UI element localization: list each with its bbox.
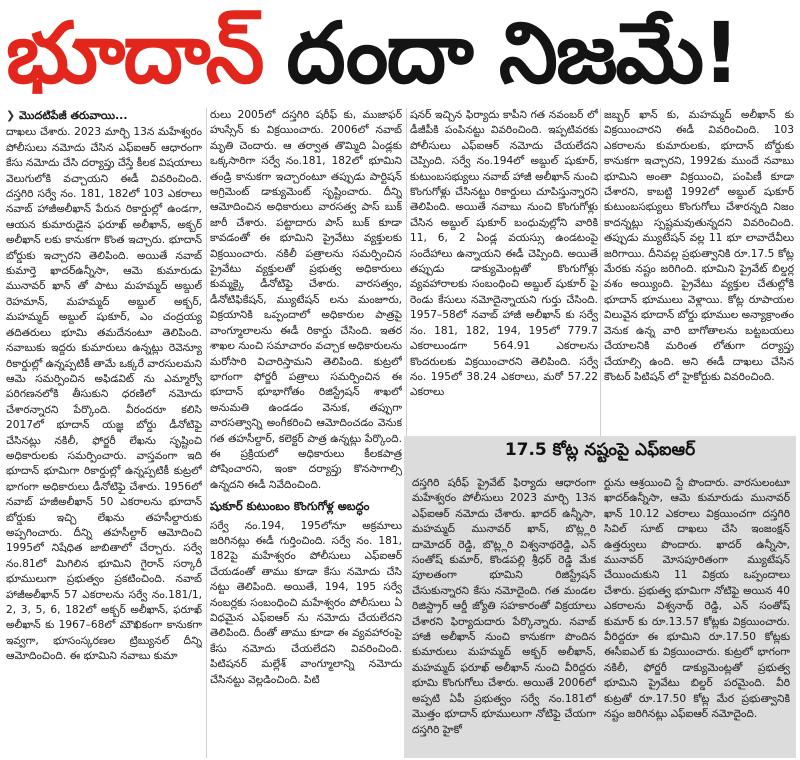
headline-black: దందా నిజమే! bbox=[286, 4, 739, 102]
article-column-2 bbox=[210, 108, 402, 758]
box-column-1 bbox=[412, 476, 596, 758]
column-divider bbox=[206, 108, 207, 758]
column-4-text: జబ్బర్ ఖాన్ కు, మహమ్మద్ అలీఖాన్ కు విక్రయించారని ఈడీ వివరించింది. 103 ఎకరాలను కుమారులకు, భూదాన్ బోర్డుకు కానుకగా ఇచ్చారని, 1992కు ముందే నవాబు భూమిని అంతా విక్రయించి, పంపిణీ కూడా చేశారని, కాబట్టి 1992లో అబ్దుల్ షుకూర్ కుటుంబసభ్యులు కొంగుగోలు చేశారన్నది నిజం కాదన్నట్లు స్పష్టమవుతున్నదని వివరించింది. తప్పుడు మ్యుటేషన్ వల్ల 11 భూ లావాదేవీలు జరిగాయి. దీనివల్ల ప్రభుత్వానికి రూ.17.5 కోట్ల మేరకు నష్టం జరిగింది. భూమిని ప్రైవేట్ బిల్డర్ల వశం అయ్యింది. ప్రైవేటు వ్యక్తుల చేతుల్లోకి భూదాన్ భూములు వెళ్లాయి. కోట్ల రూపాయల విలువైన భూదాన్ బోర్డు భూముల అన్యాక్రాంతం వెనుక ఉన్న వారి బాగోతాలను బట్టబయలు చేయాలనికి మరింత లోతుగా దర్యాప్తు చేయాల్సి ఉంది. అని ఈడీ దాఖలు చేసిన కౌంటర్ పిటిషన్ లో హైకోర్టుకు వివరించింది. bbox=[604, 109, 794, 383]
box-column-2 bbox=[604, 476, 790, 758]
column-2-text-b: సర్వే నం.194, 195లోనూ అక్రమాలు జరిగినట్లు ఈడీ గుర్తించింది. సర్వే నం. 181, 182పై మహేశ్వరం పోలీసులు ఎఫ్ఐఆర్ చేయడంతో తాము కూడా కేసు నమోదు చేసి నట్టు తెలిపింది. అయితే, 194, 195 సర్వే నంబర్లకు సంబంధించి మహేశ్వరం పోలీసులు ఏ విధమైన ఎఫ్ఐఆర్ ను నమోదు చేయలేదని తెలిపింది. దీంతో తాము కూడా ఈ వ్యవహారంపై కేసు నమోదు చేయలేదని వివరించింది. పిటిషనర్ మల్లేశ్ వాంగ్మూలాన్ని నమోదు చేసినట్టు వెల్లడించింది. పిటి bbox=[210, 519, 402, 686]
subheading: షుకూర్ కుటుంబం కొంగుగోళ్ల అబద్ధం bbox=[210, 499, 370, 514]
sidebar-box bbox=[404, 436, 796, 758]
headline-red: భూదాన్ bbox=[6, 4, 263, 102]
kicker-text: మొదటిపేజీ తరువాయి... bbox=[19, 109, 128, 122]
box-column-1-text: దస్తగిరి షరీఫ్ ప్రైవేట్ ఫిర్యాదు ఆధారంగా మహేశ్వరం పోలీసులు 2023 మార్చి 13న ఎఫ్ఐఆర్ నమోదు చేశారు. ఖాదర్ ఉన్నీసా, మహమ్మద్ మునావర్ ఖాన్, బొట్ల్లరి దామోదర్ రెడ్డి, బొట్ల్లరి విశ్వనాథరెడ్డి, ఎన్ సంతోష్ కుమార్, కొండపల్లి శ్రీధర్ రెడ్డి మేక పూలతంగా భూమిని రిజిస్ట్రేషన్ చేసుకున్నారని కేసు నమోదైంది. గత మండల రిజిస్ట్రార్ ఆర్డీ జ్యోతి సహకారంతో విక్రయాలు చేశారని ఫిర్యాదుదారు పేర్కొన్నారు. నవాబ్ హాజీ అలీఖాన్ నుంచి కానుకగా పొందిన కుమారులు మహమ్మద్ అక్బర్ అలీఖాన్, మహమ్మద్ ఫరూఖ్ అలీఖాన్ నుంచి వీరిద్దరు భూమి కొంగుగోలు చేశారు. అయితే 2006లో అప్పటి ఏపీ ప్రభుత్వం సర్వే నం.181లో మొత్తం భూదాన్ భూములుగా నోటిఫై చేయగా దస్తగిరి హైకో bbox=[412, 477, 596, 736]
continuation-kicker bbox=[6, 108, 202, 123]
chevron-right-icon: ❯ bbox=[6, 109, 20, 122]
box-column-2-text: ర్టును ఆశ్రయించి స్టే పొందారు. వారసులంటూ ఖాదర్ఉన్నీసా, ఆమె కుమారుడు మునావర్ ఖాన్ 10.12 ఎకరాలు విక్రయించగా దస్తగిరి సివిల్ సూట్ దాఖలు చేసి ఇంజంక్షన్ ఉత్తర్వులు పొందారు. ఖాదర్ ఉన్నీసా, మునావర్ మోసపూరితంగా మ్యుటేషన్ చేయించుకుని 11 విక్రయ ఒప్పందాలు చేశారు. ప్రభుత్వ భూమిగా నోటిఫై అయిన 40 ఎకరాలను విశ్వనాథ్ రెడ్డి, ఎన్ సంతోష్ కుమార్ కు రూ.13.57 కోట్లకు విక్రయించారు. వీరిద్దరూ ఈ భూమిని రూ.17.50 కోట్లకు ఈసీఐఎల్ కు విక్రయించారు. కుట్రలో భాగంగా నకిలీ, ఫోర్జరీ డాక్యుమెంట్లతో ప్రభుత్వ భూమిని ప్రైవేటు బిల్డర్ పరమైంది. వీరి కుట్రతో రూ.17.50 కోట్ల మేర ప్రభుత్వానికి నష్టం జరిగినట్లు ఎఫ్ఐఆర్ నమోదైంది. bbox=[604, 477, 790, 721]
box-title: 17.5 కోట్ల నష్టంపై ఎఫ్ఐఆర్ bbox=[504, 440, 696, 460]
column-1-text: దాఖలు చేశారు. 2023 మార్చి 13న మహేశ్వరం పోలీసులు నమోదు చేసిన ఎఫ్ఐఆర్ ఆధారంగా కేసు నమోదు చేసి దర్యాప్తు చేస్తే కీలక విషయాలు వెలుగులోకి వచ్చాయని ఈడీ వివరించింది. దస్తగిరి సర్వే నం. 181, 182లో 103 ఎకరాలు నవాబ్ హాజీఅలీఖాన్ పేరున రికార్డుల్లో ఉండగా, ఆయన కుమారుడైన ఫరూఖ్ అలీఖాన్, అక్బర్ అలీఖాన్ లకు కానుకగా కొంత ఇచ్చారు. భూదాన్ బోర్డుకు ఇచ్చారని తెలిపింది. అయితే నవాబ్ కుమార్తె ఖాదర్ఉన్నీసా, ఆమె కుమారుడు మునావర్ ఖాన్ తో పాటు మహమ్మద్ అబ్దుల్ రెహమాన్, మహమ్మద్ అబ్దుల్ అక్బర్, మహమ్మద్ అబ్దుల్ షుకూర్, ఎం చంద్రయ్య తదితరులు భూమి తమదేనంటూ తెలిపింది. నవాబుకు ఇద్దరు కుమారులు ఉన్నట్లు రెవెన్యూ రికార్డుల్లో ఉన్నప్పటికీ తామే ఒక్కరే వారసులమని ఆమె సమర్పించిన అఫిడవిట్ ను ఎమ్మార్వో పరిగణనలోకి తీసుకుని ధరణిలో నమోదు చేశారన్నారని పేర్కొంది. వీరందరూ కలిసి 2017లో భూదాన్ యజ్ఞ బోర్డు డీనోటిఫై చేసినట్లు నకిలీ, ఫోర్జరీ లేఖను సృష్టించి అధికారులకు సమర్పించారు. వాస్తవంగా ఇది భూదాన్ భూమిగా రికార్డుల్లో ఉన్నప్పటికీ కుట్రలో భాగంగా అధికారులు డీనోటిఫై చేశారు. 1956లో నవాబ్ హజీఅలీఖాన్ 50 ఎకరాలను భూదాన్ బోర్డుకు ఇచ్చి లేఖను తహసీల్దారుకు అప్పగించారు. దీన్ని తహసీల్దార్ ఆమోదించి 1995లో నిషేధిత జాబితాలో చేర్చారు. సర్వే నం.81లో మిగిలిన భూమిని గైరాన్ సర్కారీ భూములుగా ప్రభుత్వం ప్రకటించింది. నవాబ్ హాజీఅలీఖాన్ 57 ఎకరాలను సర్వే నం.181/1, 2, 3, 5, 6, 182లో అక్బర్ అలీఖాన్, ఫరూఖ్ అలీఖాన్ కు 1967–68లో మౌఖికంగా కానుకగా ఇవ్వగా, భూసంస్కరణల ట్రిబ్యునల్ దీన్ని ఆమోదించింది. ఈ భూమిని నవాబు కుమా bbox=[6, 126, 202, 663]
article-column-1 bbox=[6, 108, 202, 758]
headline bbox=[0, 0, 800, 106]
column-3-text: షనర్ ఇచ్చిన ఫిర్యాదు కాపీని గత నవంబర్ లో డీజీపీకి పంపినట్టు వివరించింది. ఇప్పటివరకు పోలీసులు ఎఫ్ఐఆర్ నమోదు చేయలేదని చెప్పింది. సర్వే నం.194లో అబ్దుల్ షుకూర్, కుటుంబసభ్యులు నవాబ్ హాజీ అలీఖాన్ నుంచి కొంగుగోళ్లు చేసినట్టు రికార్డులు చూపిస్తున్నారని తెలిపింది. అయితే నవాబు నుంచి కొంగుగోళ్లు చేసిన అబ్దుల్ షుకూర్ బంధువుల్లోని వారికి 11, 6, 2 ఏండ్ల వయస్సు ఉండటంపై సందేహాలు ఉన్నాయని ఈడీ చెప్పింది. అయితే తప్పుడు డాక్యుమెంట్లతో కొంగుగోళ్లు వ్యవహారాలకు సంబంధించి అబ్దుల్ షుకూర్ పై రెండు కేసులు నమోదైన్నాయని గుర్తు చేసింది. 1957–58లో నవాబ్ హాజీ అలీఖాన్ కు సర్వే నం. 181, 182, 194, 195లో 779.7 ఎకరాలుండగా 564.91 ఎకరాలను కొందరులకు విక్రయించారని తెలిపింది. సర్వే నం. 195లో 38.24 ఎకరాలు, మరో 57.22 ఎకరాలు bbox=[410, 109, 598, 399]
article-column-4 bbox=[604, 108, 794, 432]
column-2-text-a: రులు 2005లో దస్తగిరి షరీఫ్ కు, ముజాఫర్ హుస్సేన్ కు విక్రయించారు. 2006లో నవాబ్ మృతి చెందారు. ఆ తర్వాత తొమ్మిది ఏండ్లకు ఒక్కసారిగా సర్వే నం.181, 182లో భూమిని తండ్రి కానుకగా ఇచ్చారంటూ తప్పుడు పార్టిషన్ అగ్రిమెంట్ డాక్యుమెంట్ సృష్టించారు. దీన్ని ఆమోదించిన అధికారులు వారసత్వ పాస్ బుక్ జారీ చేశారు. పట్టాదారు పాస్ బుక్ కూడా కావడంతో ఈ భూమిని ప్రైవేటు వ్యక్తులకు విక్రయించారు. నకిలీ పత్రాలను సమర్పించిన ప్రైవేటు వ్యక్తులతో ప్రభుత్వ అధికారులు కుమ్మక్కై డీనోటిఫై చేశారు. వారసత్వం, డీనోటిఫికేషన్, మ్యుటేషన్ లను మంజూరు, విక్రయానికి ఒప్పందాలో అధికారుల పాత్రపై వాంగ్మూలాలను ఈడీ రికార్డు చేసింది. ఇతర శాఖల నుంచి సమాచారం వచ్చాక అధికారులను మరోసారి విచారిస్తామని తెలిపింది. కుట్రలో భాగంగా ఫోర్జరీ పత్రాలు సమర్పించిన ఈ భూదాన్ భూభాగోతం రిజిస్ట్రేషన్ శాఖలో అనుమతి ఉండడం వెనుక, తప్పుగా వారసత్వాన్ని అంగీకరించి ఆమోదించడం వెనుక గత తహసీల్దార్, కలెక్టర్ పాత్ర ఉన్నట్లు పేర్కొంది. ఈ ప్రక్రియలో అధికారులు కీలకపాత్ర పోషించారని, ఇంకా దర్యాప్తు కొనసాగాల్సి ఉన్నదని ఈడీ నివేదించింది. bbox=[210, 109, 402, 491]
article-column-3 bbox=[410, 108, 598, 432]
